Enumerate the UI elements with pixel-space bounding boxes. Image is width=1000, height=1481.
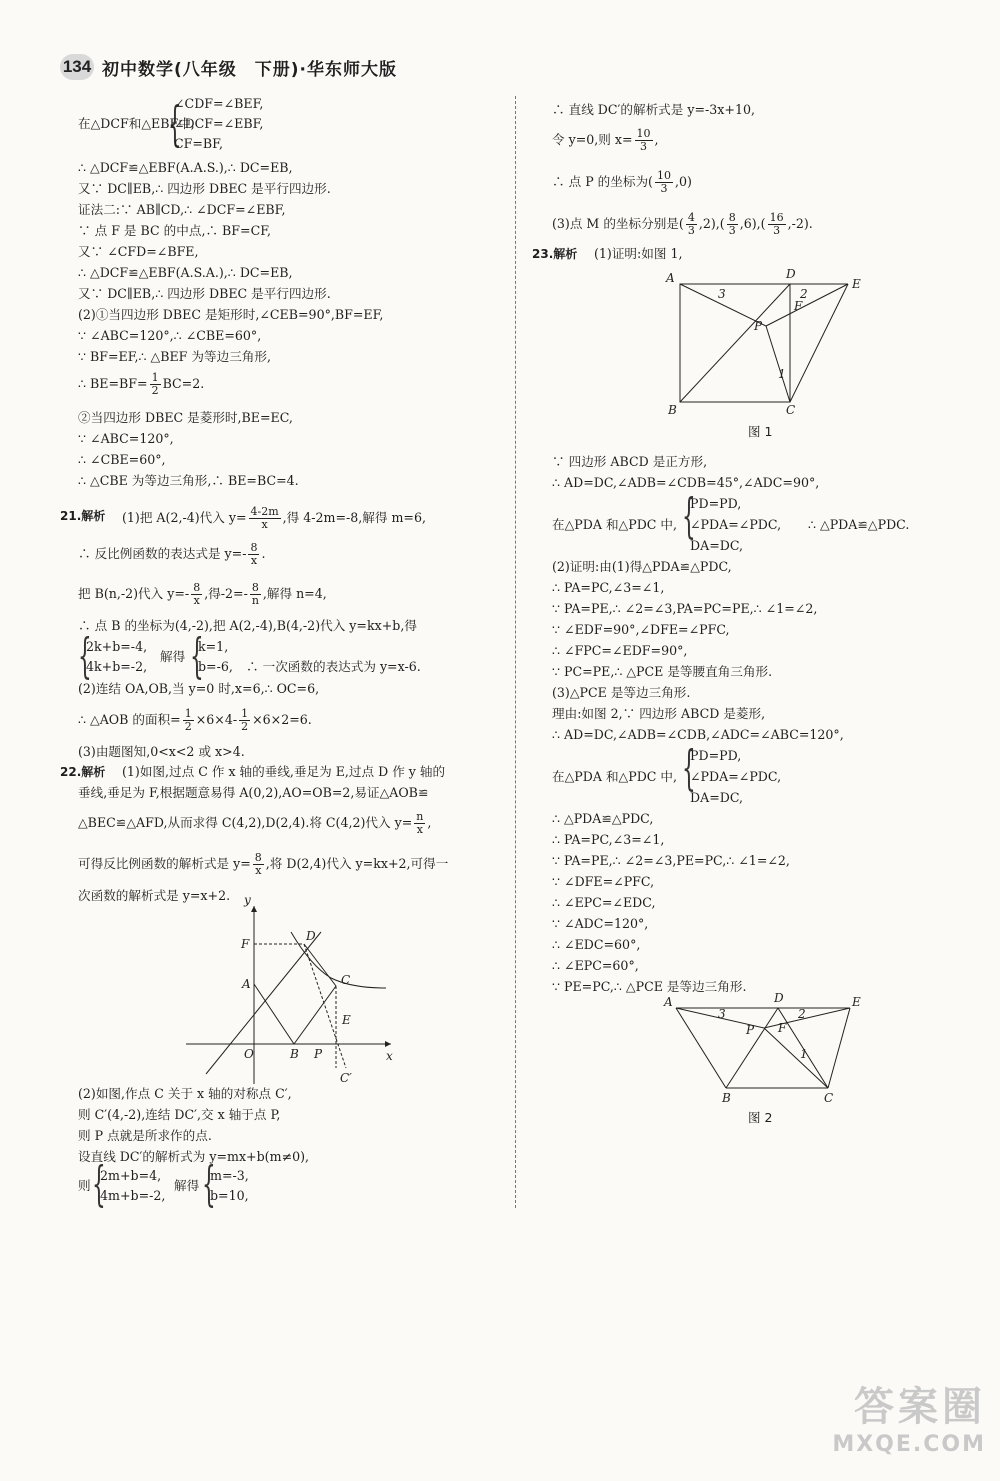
text-line: PD=PD, — [690, 496, 742, 511]
vertex-label: E — [852, 277, 861, 291]
watermark — [832, 1375, 986, 1457]
brace: { — [682, 488, 696, 544]
angle-label: 3 — [718, 287, 726, 301]
figure-1-caption: 图 1 — [748, 424, 773, 439]
text-line: (1)如图,过点 C 作 x 轴的垂线,垂足为 E,过点 D 作 y 轴的 — [122, 764, 446, 779]
text-line: ∵ ∠DFE=∠PFC, — [552, 874, 655, 889]
text-line: ∴ AD=DC,∠ADB=∠CDB,∠ADC=∠ABC=120°, — [552, 727, 844, 742]
text-line: b=10, — [210, 1188, 249, 1203]
text-line: ∴ △DCF≌△EBF(A.A.S.),∴ DC=EB, — [78, 160, 293, 175]
text-line: ∵ 四边形 ABCD 是正方形, — [552, 454, 708, 469]
vertex-label: B — [722, 1091, 731, 1105]
vertex-label: A — [666, 271, 675, 285]
text-line: (3)点 M 的坐标分别是( $\frac{4}{3}$ ,2),( $\frac{8}{3}$ ,6),( $\frac{16}{3}$ ,-2). — [552, 211, 813, 237]
figure-2-caption: 图 2 — [748, 1110, 773, 1125]
text-line: ∠CDF=∠BEF, — [174, 96, 264, 111]
point-label: D — [306, 929, 316, 943]
text-line: ②当四边形 DBEC 是菱形时,BE=EC, — [78, 410, 293, 425]
text-line: 4k+b=-2, — [86, 659, 148, 674]
text-line: ∵ PA=PE,∴ ∠2=∠3,PE=PC,∴ ∠1=∠2, — [552, 853, 790, 868]
text-line: 在△PDA 和△PDC 中, — [552, 517, 678, 532]
text-line: DA=DC, — [690, 538, 744, 553]
text-line: ∴ △AOB 的面积= $\frac{1}{2}$ ×6×4- $\frac{1}{2}$ ×6×2=6. — [78, 707, 312, 733]
text-line: (2)证明:由(1)得△PDA≌△PDC, — [552, 559, 732, 574]
text-line: ∴ 点 B 的坐标为(4,-2),把 A(2,-4),B(4,-2)代入 y=kx+b,得 — [78, 618, 417, 633]
text-line: 又∵ DC∥EB,∴ 四边形 DBEC 是平行四边形. — [78, 286, 331, 301]
text-line: ∴ ∠EPC=∠EDC, — [552, 895, 656, 910]
fraction: $\frac{10}{3}$ — [636, 127, 651, 153]
text-line: 2k+b=-4, — [86, 639, 148, 654]
text-line: ∠PDA=∠PDC, — [690, 769, 782, 784]
fraction: $\frac{10}{3}$ — [656, 169, 671, 195]
brace: { — [78, 628, 92, 684]
text-line: (1)证明:如图 1, — [594, 246, 683, 261]
text-line: CF=BF, — [174, 136, 223, 151]
graph-figure — [186, 893, 396, 1086]
vertex-label: P — [746, 1023, 755, 1037]
text-line: 证法二:∵ AB∥CD,∴ ∠DCF=∠EBF, — [78, 202, 286, 217]
text-line: (3)△PCE 是等边三角形. — [552, 685, 691, 700]
text-line: (1)把 A(2,-4)代入 y= $\frac{4-2m}{x}$ ,得 4-2m=-8,解得 m=6, — [122, 505, 427, 531]
question-23-label: 23.解析 — [532, 247, 578, 261]
point-label: E — [342, 1013, 351, 1027]
text-line: 次函数的解析式是 y=x+2. — [78, 888, 231, 903]
text-line: 设直线 DC′的解析式为 y=mx+b(m≠0), — [78, 1149, 310, 1164]
text-line: ∴ AD=DC,∠ADB=∠CDB=45°,∠ADC=90°, — [552, 475, 820, 490]
text-line: ∴ ∠FPC=∠EDF=90°, — [552, 643, 688, 658]
text-line: 2m+b=4, — [100, 1168, 162, 1183]
fraction: $\frac{4}{3}$ — [687, 211, 695, 237]
brace: { — [92, 1156, 106, 1212]
text-line: 令 y=0,则 x= $\frac{10}{3}$ , — [552, 127, 659, 153]
text-line: ∵ PC=PE,∴ △PCE 是等腰直角三角形. — [552, 664, 773, 679]
question-21-label: 21.解析 — [60, 509, 106, 523]
text-line: 理由:如图 2,∵ 四边形 ABCD 是菱形, — [552, 706, 766, 721]
vertex-label: A — [664, 995, 673, 1009]
point-label: C — [341, 973, 351, 987]
axis-y-label: y — [244, 893, 251, 907]
text-line: 垂线,垂足为 F,根据题意易得 A(0,2),AO=OB=2,易证△AOB≌ — [78, 785, 429, 800]
text-line: ∴ △PDA≌△PDC. — [808, 517, 910, 532]
figure-1-square — [660, 264, 870, 416]
watermark-text: 答案圈 — [854, 1384, 986, 1430]
text-line: ∴ ∠CBE=60°, — [78, 452, 166, 467]
text-line: ∴ 一次函数的表达式为 y=x-6. — [246, 659, 421, 674]
text-line: ∴ 反比例函数的表达式是 y=- $\frac{8}{x}$ . — [78, 541, 266, 567]
fraction: $\frac{1}{2}$ — [151, 371, 159, 397]
text-line: k=1, — [198, 639, 229, 654]
text-line: ∴ △CBE 为等边三角形,∴ BE=BC=4. — [78, 473, 299, 488]
fraction: $\frac{8}{x}$ — [254, 851, 262, 877]
fraction: $\frac{8}{x}$ — [193, 581, 201, 607]
point-label: P — [314, 1047, 323, 1061]
text-line: (2)如图,作点 C 关于 x 轴的对称点 C′, — [78, 1086, 292, 1101]
text-line: ∴ PA=PC,∠3=∠1, — [552, 580, 665, 595]
angle-label: 2 — [800, 287, 808, 301]
text-line: ∵ BF=EF,∴ △BEF 为等边三角形, — [78, 349, 271, 364]
point-label: O — [244, 1047, 254, 1061]
text-line: 4m+b=-2, — [100, 1188, 166, 1203]
vertex-label: E — [852, 995, 861, 1009]
axis-x-label: x — [386, 1049, 393, 1063]
column-divider — [515, 96, 516, 1208]
text-line: DA=DC, — [690, 790, 744, 805]
text-line: 又∵ DC∥EB,∴ 四边形 DBEC 是平行四边形. — [78, 181, 331, 196]
angle-label: 1 — [800, 1047, 808, 1061]
fraction: $\frac{16}{3}$ — [769, 211, 784, 237]
text-line: ∵ ∠ABC=120°, — [78, 431, 174, 446]
text-line: 解得 — [174, 1178, 200, 1193]
angle-label: 2 — [798, 1007, 806, 1021]
text-line: △BEC≌△AFD,从而求得 C(4,2),D(2,4).将 C(4,2)代入 y= $\frac{n}{x}$ , — [78, 810, 432, 836]
book-title: 初中数学(八年级 下册)·华东师大版 — [102, 59, 397, 80]
text-line: m=-3, — [210, 1168, 249, 1183]
text-line: 把 B(n,-2)代入 y=- $\frac{8}{x}$ ,得-2=- $\frac{8}{n}$ ,解得 n=4, — [78, 581, 327, 607]
text-line: ∠DCF=∠EBF, — [174, 116, 264, 131]
text-line: ∵ 点 F 是 BC 的中点,∴ BF=CF, — [78, 223, 272, 238]
text-line: ∵ PE=PC,∴ △PCE 是等边三角形. — [552, 979, 747, 994]
text-line: 可得反比例函数的解析式是 y= $\frac{8}{x}$ ,将 D(2,4)代入 y=kx+2,可得一 — [78, 851, 449, 877]
fraction: $\frac{4-2m}{x}$ — [250, 505, 279, 531]
fraction: $\frac{1}{2}$ — [184, 707, 192, 733]
text-line: 又∵ ∠CFD=∠BFE, — [78, 244, 199, 259]
point-label: A — [242, 977, 251, 991]
vertex-label: F — [778, 1021, 787, 1035]
fraction: $\frac{n}{x}$ — [416, 810, 424, 836]
watermark-url: MXQE.COM — [832, 1432, 986, 1457]
text-line: (2)①当四边形 DBEC 是矩形时,∠CEB=90°,BF=EF, — [78, 307, 384, 322]
text-line: (2)连结 OA,OB,当 y=0 时,x=6,∴ OC=6, — [78, 681, 320, 696]
text-line: 则 P 点就是所求作的点. — [78, 1128, 212, 1143]
text-line: ∵ ∠ABC=120°,∴ ∠CBE=60°, — [78, 328, 262, 343]
point-label: C′ — [340, 1071, 352, 1085]
text-line: 解得 — [160, 649, 186, 664]
brace: { — [682, 740, 696, 796]
text-line: ∴ △DCF≌△EBF(A.S.A.),∴ DC=EB, — [78, 265, 293, 280]
vertex-label: C — [786, 403, 796, 417]
vertex-label: B — [668, 403, 677, 417]
text-line: b=-6, — [198, 659, 233, 674]
vertex-label: F — [794, 299, 803, 313]
point-label: F — [241, 937, 250, 951]
text-line: ∴ 直线 DC′的解析式是 y=-3x+10, — [552, 102, 755, 117]
figure-2-rhombus — [660, 992, 870, 1104]
brace: { — [202, 1156, 216, 1212]
text-line: ∴ ∠EPC=60°, — [552, 958, 639, 973]
text-line: (3)由题图知,0<x<2 或 x>4. — [78, 744, 245, 759]
vertex-label: C — [824, 1091, 834, 1105]
text-line: ∵ ∠EDF=90°,∠DFE=∠PFC, — [552, 622, 730, 637]
text-line: ∴ BE=BF= $\frac{1}{2}$ BC=2. — [78, 371, 205, 397]
text-line: PD=PD, — [690, 748, 742, 763]
fraction: $\frac{8}{n}$ — [251, 581, 259, 607]
text-line: ∴ 点 P 的坐标为( $\frac{10}{3}$ ,0) — [552, 169, 692, 195]
text-line: 则 — [78, 1178, 91, 1193]
vertex-label: D — [774, 991, 784, 1005]
page-number: 134 — [60, 54, 94, 80]
page-header — [60, 52, 397, 82]
text-line: ∴ △PDA≌△PDC, — [552, 811, 654, 826]
angle-label: 3 — [718, 1007, 726, 1021]
text-line: 则 C′(4,-2),连结 DC′,交 x 轴于点 P, — [78, 1107, 281, 1122]
fraction: $\frac{8}{x}$ — [250, 541, 258, 567]
text-line: 在△PDA 和△PDC 中, — [552, 769, 678, 784]
text-line: ∵ ∠ADC=120°, — [552, 916, 649, 931]
fraction: $\frac{1}{2}$ — [241, 707, 249, 733]
fraction: $\frac{8}{3}$ — [728, 211, 736, 237]
brace: { — [190, 628, 204, 684]
text-line: ∵ PA=PE,∴ ∠2=∠3,PA=PC=PE,∴ ∠1=∠2, — [552, 601, 818, 616]
vertex-label: D — [786, 267, 796, 281]
question-22-label: 22.解析 — [60, 765, 106, 779]
text-line: ∠PDA=∠PDC, — [690, 517, 782, 532]
text-line: ∴ PA=PC,∠3=∠1, — [552, 832, 665, 847]
angle-label: 1 — [778, 367, 786, 381]
text-line: 在△DCF和△EBF中, — [78, 116, 195, 131]
brace: { — [168, 96, 182, 152]
point-label: B — [290, 1047, 299, 1061]
text-line: ∴ ∠EDC=60°, — [552, 937, 641, 952]
vertex-label: P — [754, 319, 763, 333]
